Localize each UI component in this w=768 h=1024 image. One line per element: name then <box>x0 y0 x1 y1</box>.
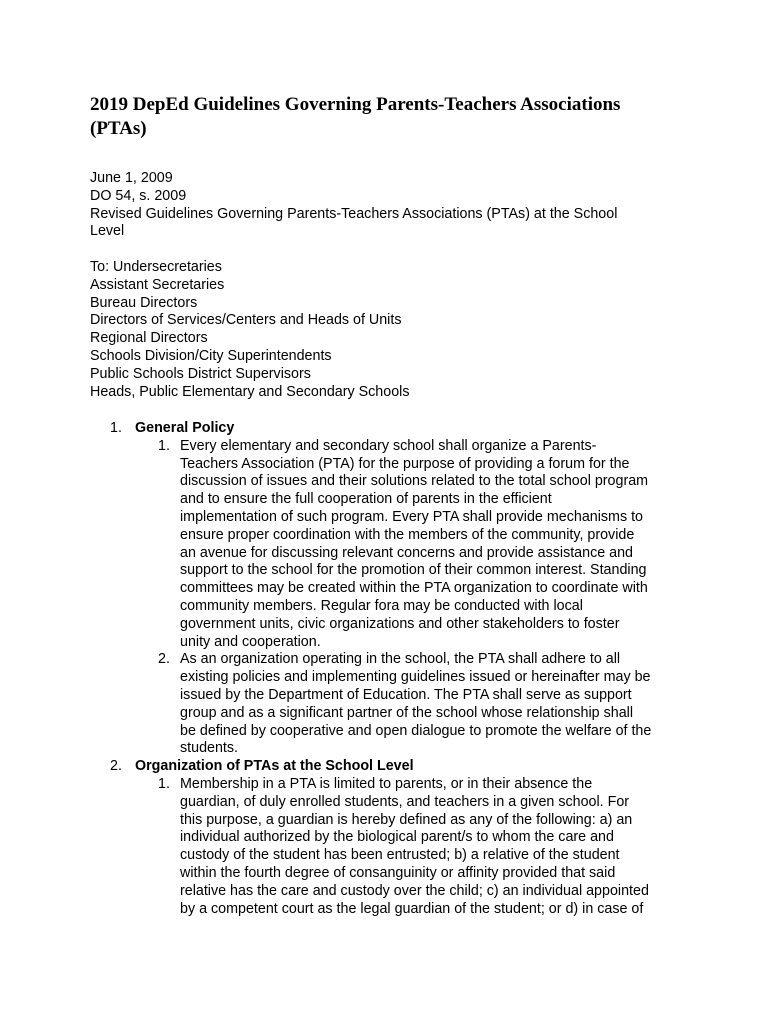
text-line: by a competent court as the legal guardian of the student; or d) in case of <box>180 900 644 917</box>
text-line: support to the school for the promotion of their common interest. Standing <box>180 562 647 579</box>
item-text <box>180 776 649 918</box>
text-line: unity and cooperation. <box>180 633 321 650</box>
text-line: this purpose, a guardian is hereby defined as any of the following: a) an <box>180 811 633 828</box>
text-line: guardian, of duly enrolled students, and teachers in a given school. For <box>180 793 630 810</box>
item-text <box>180 651 651 758</box>
recipient: Public Schools District Supervisors <box>90 365 311 382</box>
order-subject-line-1: Revised Guidelines Governing Parents-Teachers Associations (PTAs) at the School <box>90 205 618 222</box>
item-number: 1. <box>158 437 170 454</box>
text-line: issued by the Department of Education. The PTA shall serve as support <box>180 686 632 703</box>
title-line-2: (PTAs) <box>90 118 147 139</box>
order-metadata <box>90 170 617 241</box>
text-line: implementation of such program. Every PTA shall provide mechanisms to <box>180 508 643 525</box>
text-line: community members. Regular fora may be conducted with local <box>180 597 583 614</box>
section-number: 1. <box>110 420 122 436</box>
recipient: Heads, Public Elementary and Secondary Schools <box>90 383 410 400</box>
section-title: General Policy <box>135 420 235 436</box>
order-subject-line-2: Level <box>90 223 125 240</box>
recipient: To: Undersecretaries <box>90 259 222 275</box>
text-line: As an organization operating in the school, the PTA shall adhere to all <box>180 651 621 668</box>
text-line: existing policies and implementing guidelines issued or hereinafter may be <box>180 669 651 686</box>
recipient: Assistant Secretaries <box>90 276 225 293</box>
text-line: relative has the care and custody over the child; c) an individual appointed <box>180 882 649 899</box>
item-number: 2. <box>158 651 170 668</box>
text-line: ensure proper coordination with the members of the community, provide <box>180 526 635 543</box>
recipient-list <box>90 259 409 401</box>
recipient: Regional Directors <box>90 330 208 347</box>
text-line: be defined by cooperative and open dialogue to promote the welfare of the <box>180 722 652 739</box>
text-line: custody of the student has been entrusted; b) a relative of the student <box>180 847 620 864</box>
text-line: individual authorized by the biological parent/s to whom the care and <box>180 829 614 846</box>
document-title <box>90 93 690 141</box>
text-line: discussion of issues and their solutions related to the total school program <box>180 473 649 490</box>
text-line: students. <box>180 740 239 757</box>
text-line: group and as a significant partner of the school whose relationship shall <box>180 704 634 721</box>
text-line: an avenue for discussing relevant concerns and provide assistance and <box>180 544 634 561</box>
text-line: government units, civic organizations and other stakeholders to foster <box>180 615 620 632</box>
recipient: Schools Division/City Superintendents <box>90 347 332 364</box>
recipient: Bureau Directors <box>90 294 198 311</box>
item-number: 1. <box>158 775 170 792</box>
title-line-1: 2019 DepEd Guidelines Governing Parents-Teachers Associations <box>90 94 621 115</box>
order-number: DO 54, s. 2009 <box>90 187 187 204</box>
recipient: Directors of Services/Centers and Heads of Units <box>90 312 402 329</box>
text-line: Membership in a PTA is limited to parents, or in their absence the <box>180 775 593 792</box>
text-line: within the fourth degree of consanguinity or affinity provided that said <box>180 864 616 881</box>
text-line: Teachers Association (PTA) for the purpose of providing a forum for the <box>180 455 630 472</box>
order-date: June 1, 2009 <box>90 170 173 186</box>
section-title: Organization of PTAs at the School Level <box>135 758 414 775</box>
text-line: Every elementary and secondary school shall organize a Parents- <box>180 437 597 454</box>
text-line: committees may be created within the PTA organization to coordinate with <box>180 580 648 597</box>
item-text <box>180 438 648 652</box>
section-number: 2. <box>110 758 122 775</box>
text-line: and to ensure the full cooperation of parents in the efficient <box>180 491 552 508</box>
